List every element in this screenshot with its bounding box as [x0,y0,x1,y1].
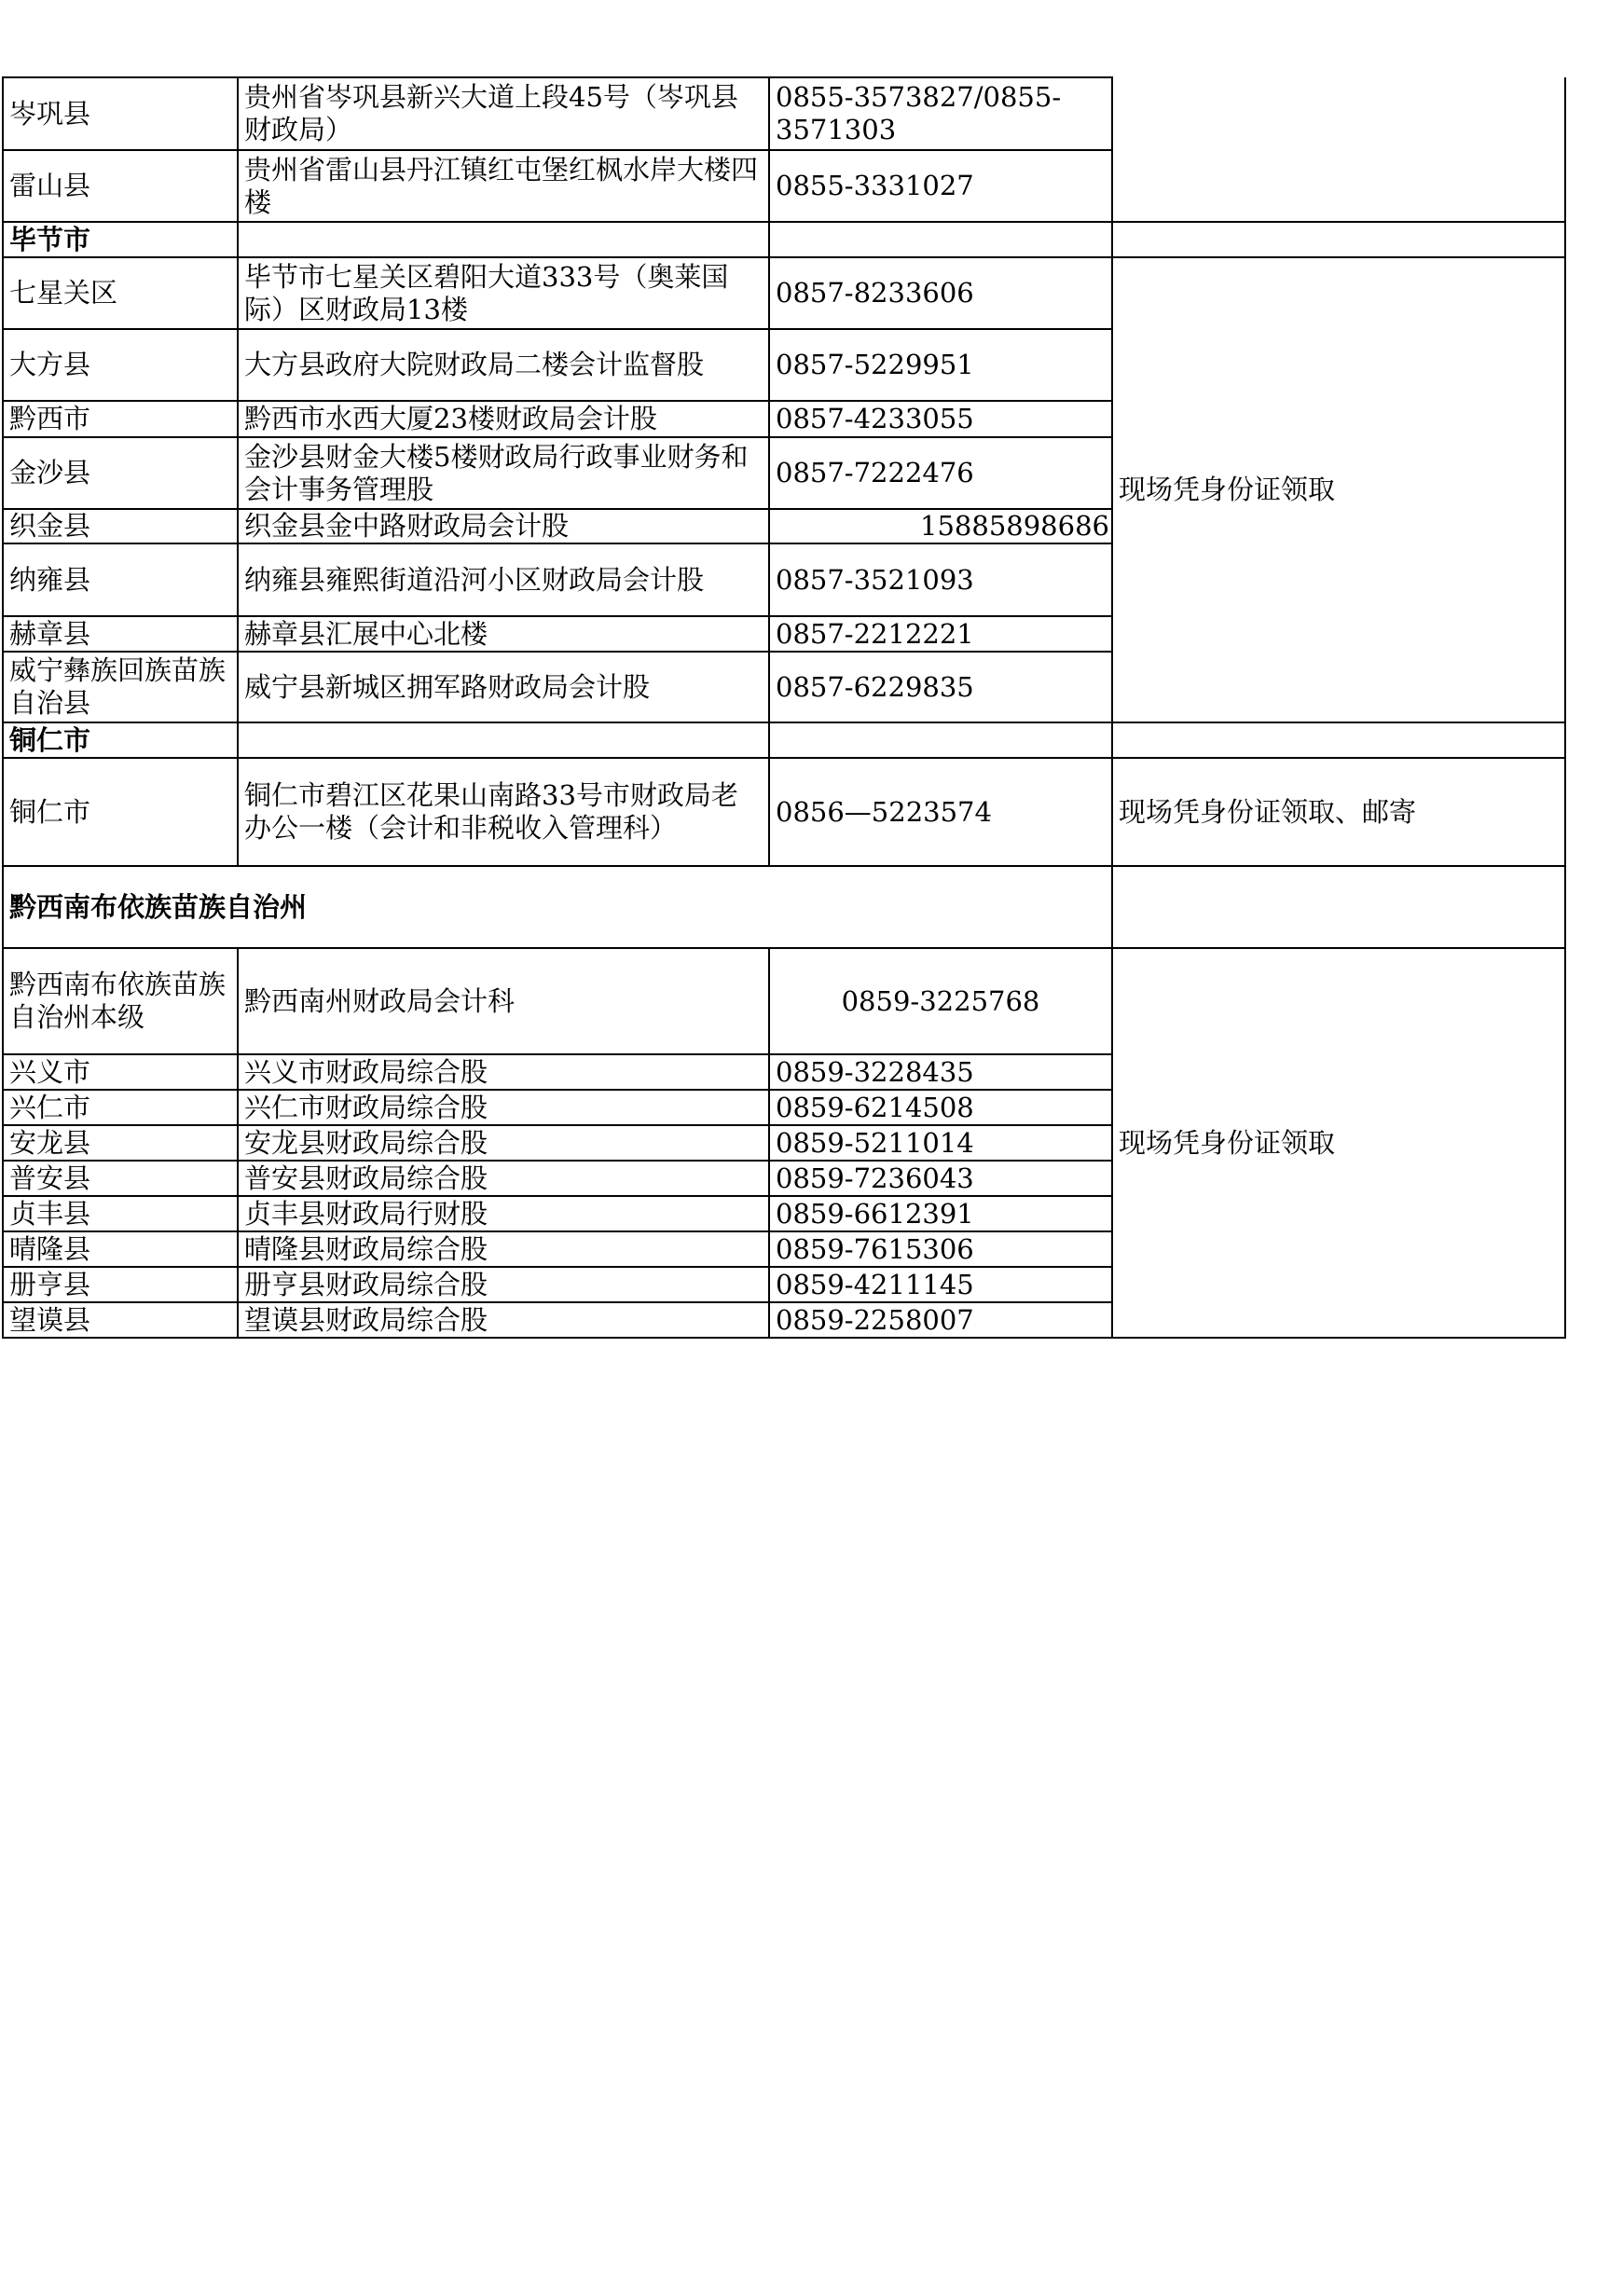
section-header: 毕节市 [3,222,238,257]
phone: 0859-3225768 [769,948,1112,1054]
contact-table [2,76,1566,1339]
county-name: 晴隆县 [3,1231,238,1267]
county-name: 七星关区 [3,257,238,329]
phone: 0857-6229835 [769,652,1112,722]
address: 黔西南州财政局会计科 [238,948,769,1054]
address: 金沙县财金大楼5楼财政局行政事业财务和会计事务管理股 [238,437,769,509]
county-name: 纳雍县 [3,543,238,616]
county-name: 岑巩县 [3,77,238,150]
county-name: 赫章县 [3,616,238,652]
empty-cell [1112,222,1565,257]
address: 贵州省雷山县丹江镇红屯堡红枫水岸大楼四楼 [238,150,769,222]
address: 铜仁市碧江区花果山南路33号市财政局老办公一楼（会计和非税收入管理科） [238,758,769,866]
section-header-row [3,722,1565,758]
county-name: 普安县 [3,1161,238,1196]
address: 赫章县汇展中心北楼 [238,616,769,652]
county-name: 册亨县 [3,1267,238,1302]
address: 兴仁市财政局综合股 [238,1090,769,1125]
address: 威宁县新城区拥军路财政局会计股 [238,652,769,722]
phone: 0859-7236043 [769,1161,1112,1196]
county-name: 雷山县 [3,150,238,222]
phone: 0859-3228435 [769,1054,1112,1090]
address: 贞丰县财政局行财股 [238,1196,769,1231]
phone: 0856—5223574 [769,758,1112,866]
phone: 0857-8233606 [769,257,1112,329]
address: 纳雍县雍熙街道沿河小区财政局会计股 [238,543,769,616]
phone: 0859-4211145 [769,1267,1112,1302]
phone: 0857-4233055 [769,401,1112,437]
empty-cell [769,222,1112,257]
phone: 0855-3573827/0855-3571303 [769,77,1112,150]
address: 晴隆县财政局综合股 [238,1231,769,1267]
phone: 0857-5229951 [769,329,1112,401]
phone: 0857-7222476 [769,437,1112,509]
phone: 15885898686 [769,509,1112,543]
address: 大方县政府大院财政局二楼会计监督股 [238,329,769,401]
phone: 0857-3521093 [769,543,1112,616]
empty-cell [238,722,769,758]
phone: 0859-6214508 [769,1090,1112,1125]
empty-cell [769,722,1112,758]
phone: 0859-5211014 [769,1125,1112,1161]
address: 毕节市七星关区碧阳大道333号（奥莱国际）区财政局13楼 [238,257,769,329]
county-name: 兴仁市 [3,1090,238,1125]
address: 望谟县财政局综合股 [238,1302,769,1338]
table-row [3,77,1565,150]
address: 贵州省岑巩县新兴大道上段45号（岑巩县财政局） [238,77,769,150]
address: 册亨县财政局综合股 [238,1267,769,1302]
county-name: 兴义市 [3,1054,238,1090]
section-header-row [3,866,1565,948]
pickup-method: 现场凭身份证领取 [1112,257,1565,722]
county-name: 安龙县 [3,1125,238,1161]
county-name: 大方县 [3,329,238,401]
phone: 0859-6612391 [769,1196,1112,1231]
address: 安龙县财政局综合股 [238,1125,769,1161]
table-row [3,758,1565,866]
county-name: 贞丰县 [3,1196,238,1231]
county-name: 望谟县 [3,1302,238,1338]
county-name: 铜仁市 [3,758,238,866]
phone: 0855-3331027 [769,150,1112,222]
county-name: 威宁彝族回族苗族自治县 [3,652,238,722]
address: 兴义市财政局综合股 [238,1054,769,1090]
section-header-row [3,222,1565,257]
section-header: 黔西南布依族苗族自治州 [3,866,1112,948]
empty-cell [1112,722,1565,758]
county-name: 黔西南布依族苗族自治州本级 [3,948,238,1054]
pickup-method: 现场凭身份证领取、邮寄 [1112,758,1565,866]
empty-cell [238,222,769,257]
section-header: 铜仁市 [3,722,238,758]
phone: 0859-7615306 [769,1231,1112,1267]
county-name: 黔西市 [3,401,238,437]
address: 织金县金中路财政局会计股 [238,509,769,543]
address: 普安县财政局综合股 [238,1161,769,1196]
county-name: 织金县 [3,509,238,543]
pickup-method: 现场凭身份证领取 [1112,948,1565,1338]
table-row [3,948,1565,1054]
pickup-method [1112,77,1565,222]
table-row [3,257,1565,329]
phone: 0857-2212221 [769,616,1112,652]
phone: 0859-2258007 [769,1302,1112,1338]
empty-cell [1112,866,1565,948]
address: 黔西市水西大厦23楼财政局会计股 [238,401,769,437]
county-name: 金沙县 [3,437,238,509]
